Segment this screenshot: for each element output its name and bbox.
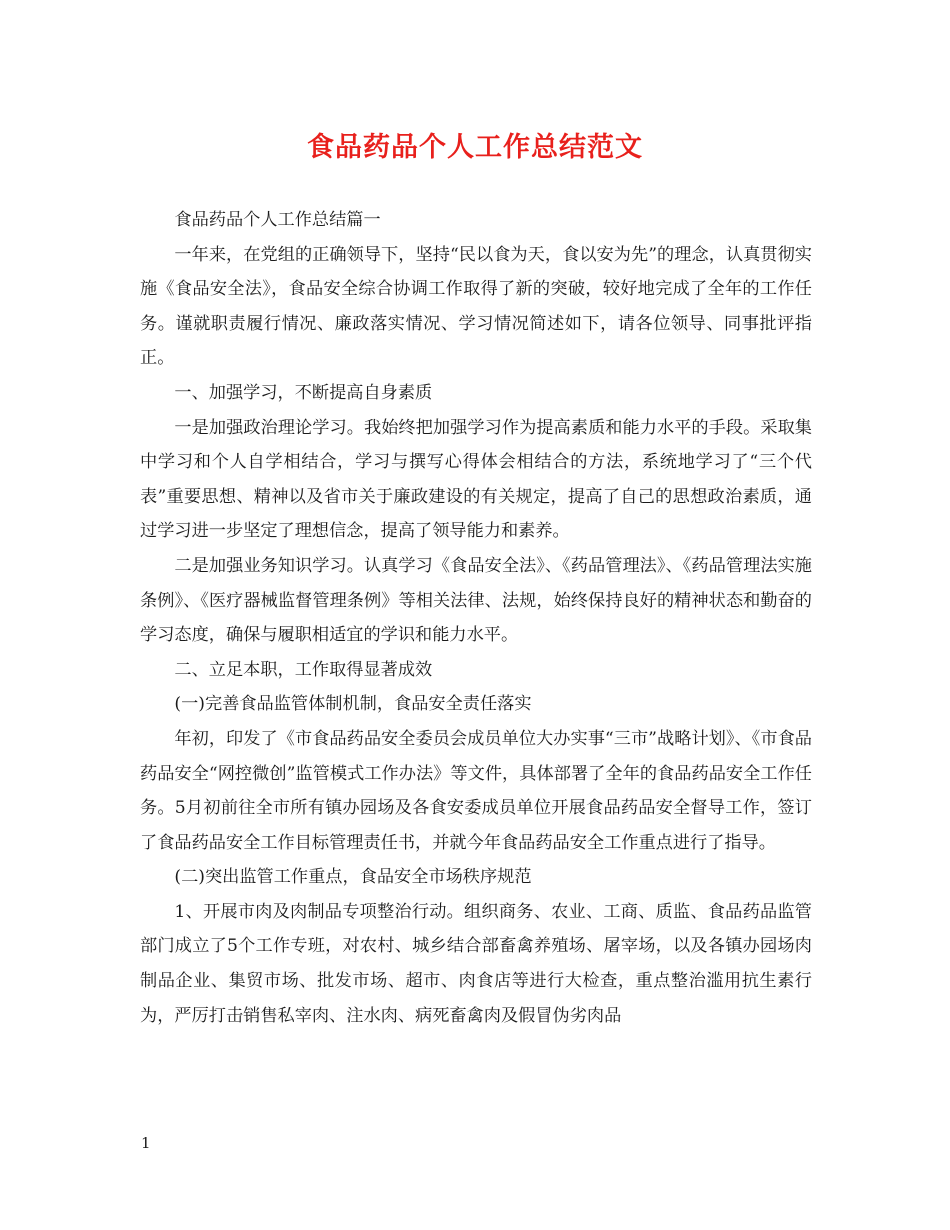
page-number: 1	[141, 1134, 151, 1152]
section-heading: 二、立足本职，工作取得显著成效	[174, 659, 433, 680]
body-paragraph: 一是加强政治理论学习。我始终把加强学习作为提高素质和能力水平的手段。采取集中学习和个人自学相结合，学习与撰写心得体会相结合的方法，系统地学习了“三个代表”重要思想、精神以及省市关于廉政建设的有关规定，提高了自己的思想政治素质，通过学习进一步坚定了理想信念，提高了领导能力和素养。	[140, 417, 812, 542]
body-paragraph: 年初，印发了《市食品药品安全委员会成员单位大办实事“三市”战略计划》、《市食品药品安全“网控微创”监管模式工作办法》等文件，具体部署了全年的食品药品安全工作任务。5月初前往全市所有镇办园场及各食安委成员单位开展食品药品安全督导工作，签订了食品药品安全工作目标管理责任书，并就今年食品药品安全工作重点进行了指导。	[140, 728, 812, 853]
document-title: 食品药品个人工作总结范文	[307, 132, 643, 163]
body-paragraph: 二是加强业务知识学习。认真学习《食品安全法》、《药品管理法》、《药品管理法实施条例》、《医疗器械监督管理条例》等相关法律、法规，始终保持良好的精神状态和勤奋的学习态度，确保与履职相适宜的学识和能力水平。	[140, 555, 812, 646]
section-heading: 食品药品个人工作总结篇一	[174, 210, 381, 230]
body-paragraph: 1、开展市肉及肉制品专项整治行动。组织商务、农业、工商、质监、食品药品监管部门成立了5个工作专班，对农村、城乡结合部畜禽养殖场、屠宰场，以及各镇办园场肉制品企业、集贸市场、批发市场、超市、肉食店等进行大检查，重点整治滥用抗生素行为，严厉打击销售私宰肉、注水肉、病死畜禽肉及假冒伪劣肉品	[140, 901, 812, 1026]
subsection-heading: (一)完善食品监管体制机制，食品安全责任落实	[174, 694, 532, 715]
body-paragraph: 一年来，在党组的正确领导下，坚持“民以食为天，食以安为先”的理念，认真贯彻实施《食品安全法》，食品安全综合协调工作取得了新的突破，较好地完成了全年的工作任务。谨就职责履行情况、廉政落实情况、学习情况简述如下，请各位领导、同事批评指正。	[140, 244, 812, 369]
subsection-heading: (二)突出监管工作重点，食品安全市场秩序规范	[174, 867, 532, 888]
section-heading: 一、加强学习，不断提高自身素质	[174, 382, 433, 403]
document-body	[140, 203, 812, 1033]
